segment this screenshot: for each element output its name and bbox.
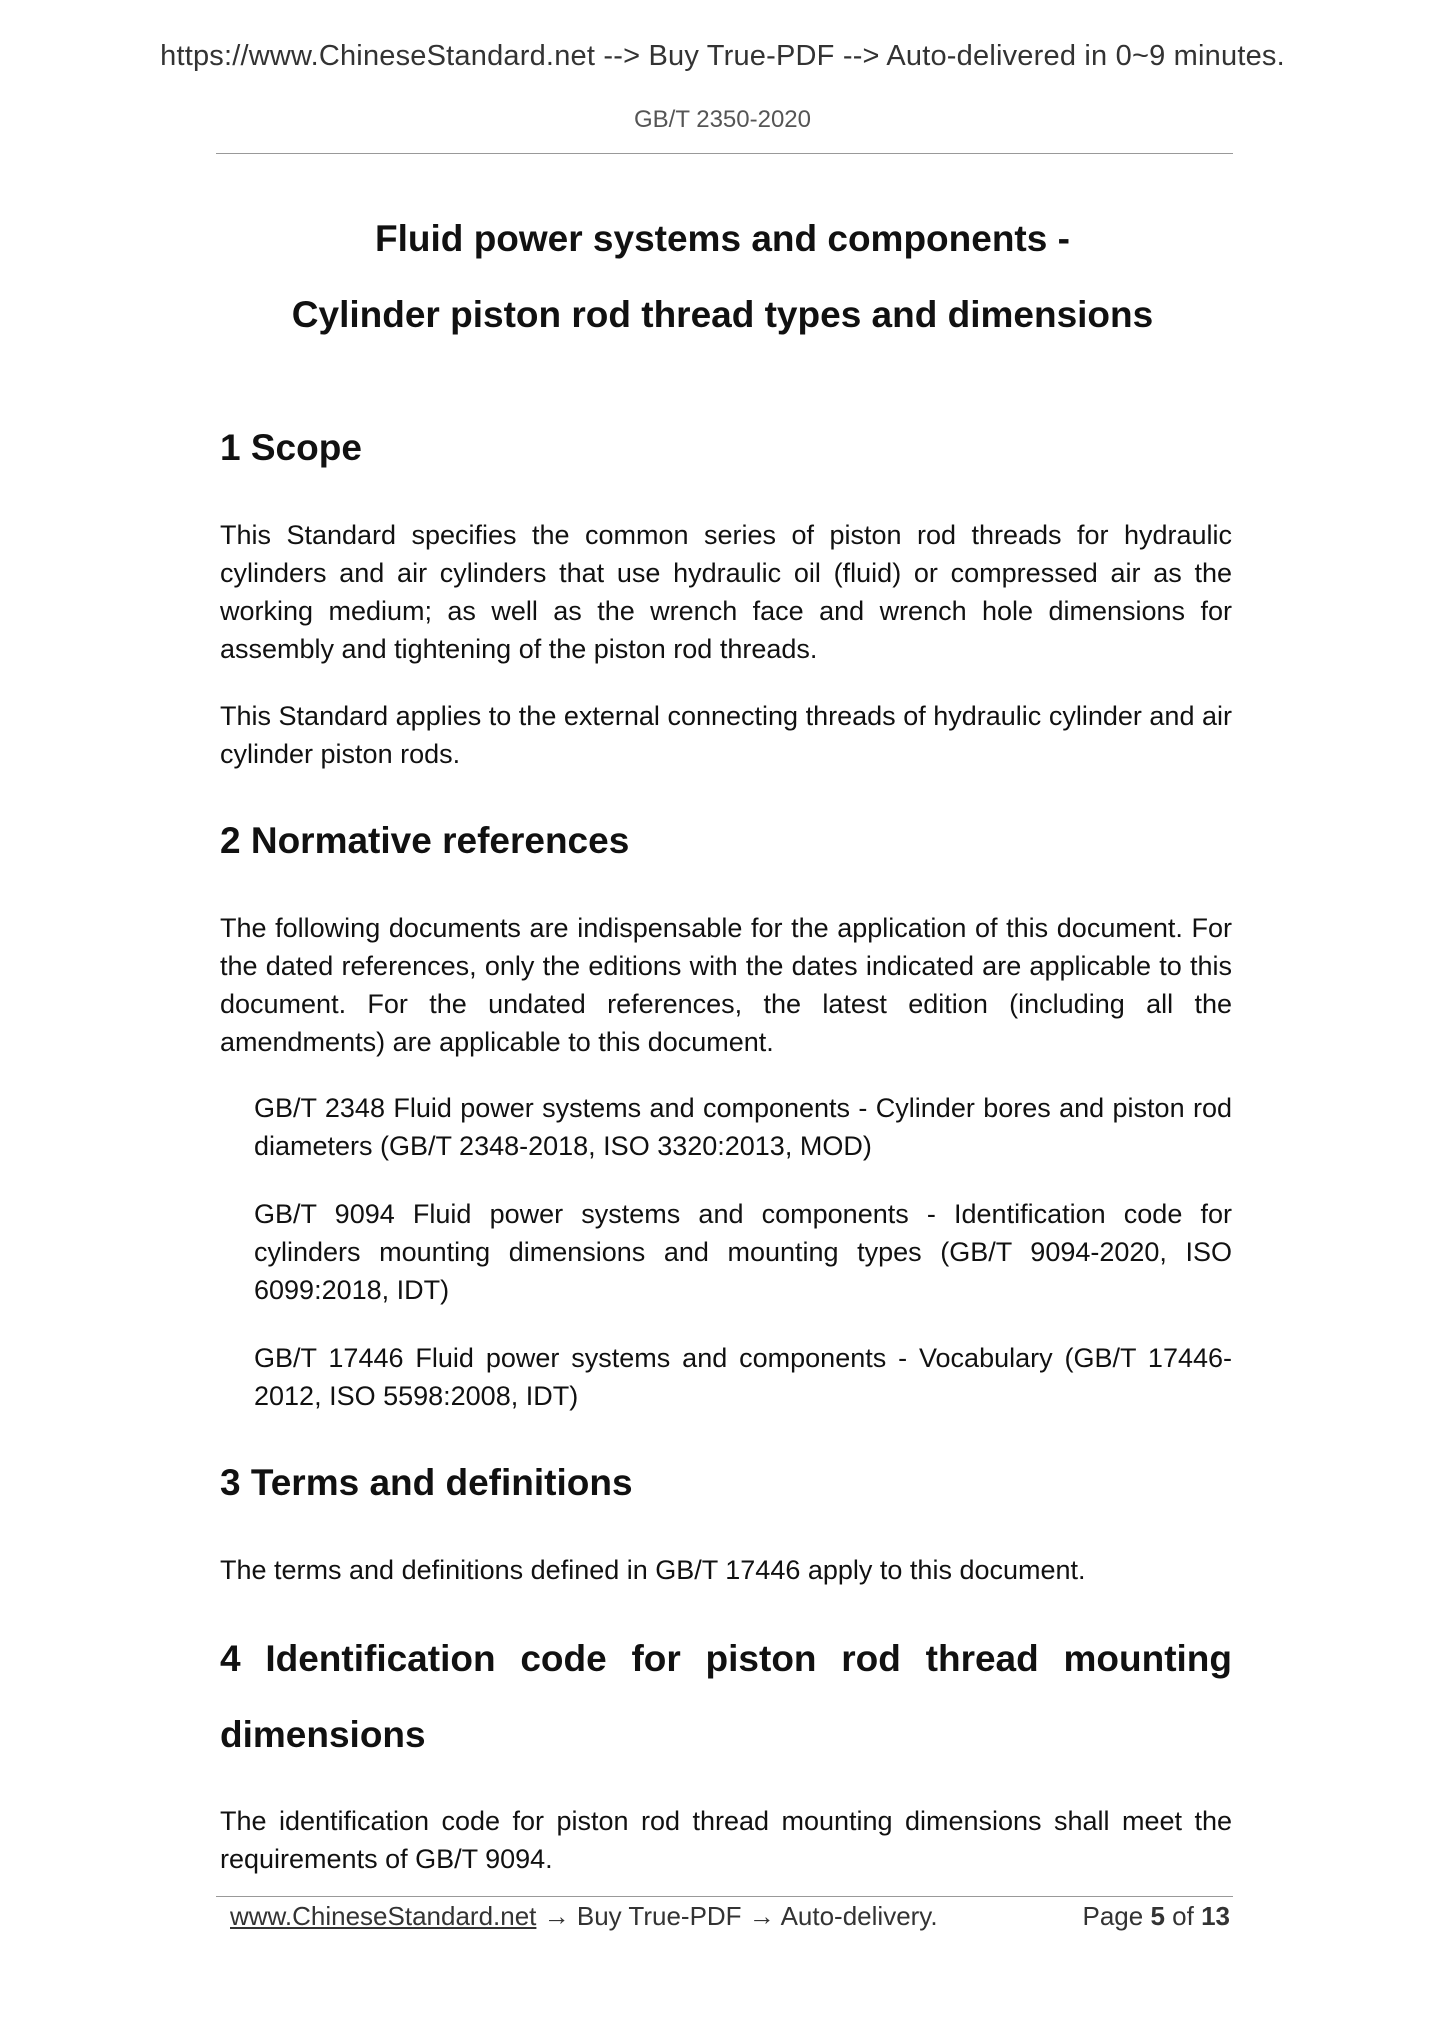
reference-item: GB/T 9094 Fluid power systems and components - Identification code for cylinders mounting dimensions and mounting types (GB/T 9094-2020, ISO 6099:2018, IDT) [254,1199,1232,1305]
section-2-paragraph-1: The following documents are indispensable for the application of this document. For the dated references, only the editions with the dates indicated are applicable to this document. For the undated references, the latest edition (including all the amendments) are applicable to this document. [220,913,1232,1057]
section-3-paragraph-1: The terms and definitions defined in GB/T 17446 apply to this document. [220,1555,1086,1585]
section-1-paragraph-2: This Standard applies to the external connecting threads of hydraulic cylinder and air cylinder piston rods. [220,701,1232,769]
section-4-heading: 4 Identification code for piston rod thread mounting dimensions [220,1638,1232,1755]
reference-item: GB/T 17446 Fluid power systems and components - Vocabulary (GB/T 17446-2012, ISO 5598:2008, IDT) [254,1343,1232,1411]
document-code: GB/T 2350-2020 [633,106,811,133]
page-number: 5 [1150,1901,1165,1931]
footer-text: → Buy True-PDF → Auto-delivery. [536,1901,938,1931]
section-1-paragraph-1: This Standard specifies the common series of piston rod threads for hydraulic cylinders and air cylinders that use hydraulic oil (fluid) or compressed air as the working medium; as well as the wrench face and wrench hole dimensions for assembly and tightening of the piston rod threads. [220,520,1232,664]
footer [230,1901,1230,1932]
top-banner-link[interactable]: https://www.ChineseStandard.net --> Buy True-PDF --> Auto-delivered in 0~9 minutes. [160,40,1285,72]
page-label: Page [1082,1901,1144,1931]
footer-divider [216,1896,1233,1897]
header-divider [216,153,1233,154]
document-title-line-1: Fluid power systems and components - [375,218,1070,259]
reference-item: GB/T 2348 Fluid power systems and components - Cylinder bores and piston rod diameters (GB/T 2348-2018, ISO 3320:2013, MOD) [254,1093,1232,1161]
page-total: 13 [1201,1901,1230,1931]
section-3-heading: 3 Terms and definitions [220,1462,633,1503]
section-1-heading: 1 Scope [220,427,362,468]
footer-site-link[interactable]: www.ChineseStandard.net [230,1901,537,1931]
section-4-paragraph-1: The identification code for piston rod thread mounting dimensions shall meet the requirements of GB/T 9094. [220,1806,1232,1874]
page-of-label: of [1172,1901,1194,1931]
document-title-line-2: Cylinder piston rod thread types and dimensions [291,294,1154,335]
page-indicator [1082,1901,1230,1932]
section-2-heading: 2 Normative references [220,820,630,861]
